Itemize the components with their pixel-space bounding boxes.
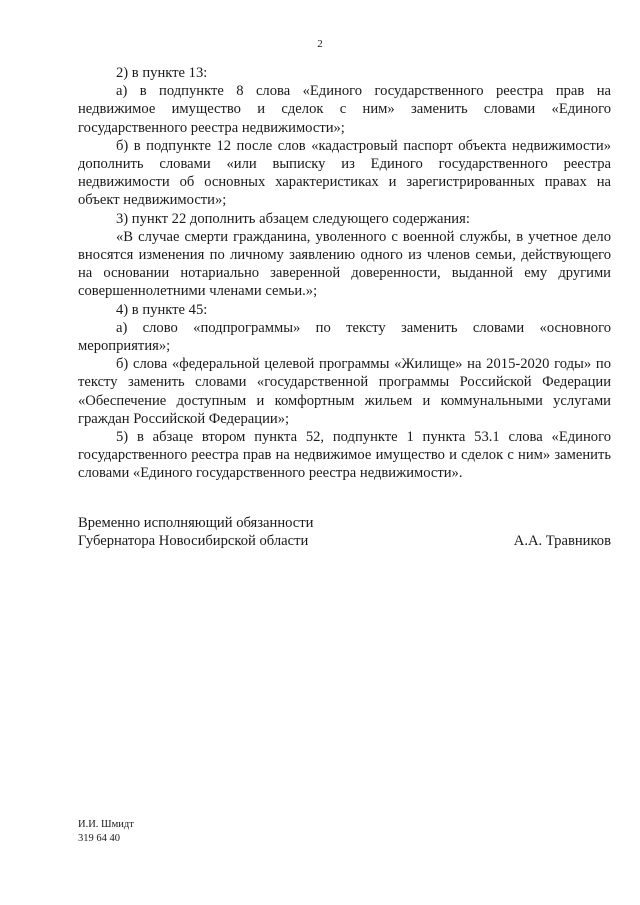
- signatory-name: А.А. Травников: [513, 533, 611, 550]
- executor-name: И.И. Шмидт: [78, 819, 134, 830]
- paragraph-subitem-2a: а) в подпункте 8 слова «Единого государственного реестра прав на недвижимое имущество и сделок с ним» заменить словами «Единого государственного реестра недвижимости»;: [78, 83, 611, 136]
- paragraph-subitem-2b: б) в подпункте 12 после слов «кадастровый паспорт объекта недвижимости» дополнить словами «или выписку из Единого государственного реестра недвижимости об основных характеристиках и зарегистрированных правах на объект недвижимости»;: [78, 137, 611, 209]
- signatory-position-line1: Временно исполняющий обязанности: [78, 515, 314, 531]
- page-number: 2: [317, 38, 323, 50]
- executor-phone: 319 64 40: [78, 832, 120, 844]
- paragraph-item-5: 5) в абзаце втором пункта 52, подпункте 1 пункта 53.1 слова «Единого государственного реестра прав на недвижимое имущество и сделок с ним» заменить словами «Единого государственного реестра недвижимости».: [78, 429, 611, 482]
- paragraph-item-4: 4) в пункте 45:: [116, 301, 208, 318]
- signatory-position-line2: Губернатора Новосибирской области: [78, 533, 309, 550]
- document-body: [78, 64, 611, 483]
- paragraph-subitem-4b: б) слова «федеральной целевой программы «Жилище» на 2015-2020 годы» по тексту заменить словами «государственной программы Российской Федерации «Обеспечение доступным и комфортным жильем и коммунальными услугами граждан Российской Федерации»;: [78, 356, 611, 427]
- paragraph-subitem-4a: а) слово «подпрограммы» по тексту заменить словами «основного мероприятия»;: [78, 319, 611, 355]
- paragraph-item-2: 2) в пункте 13:: [116, 65, 208, 81]
- executor-block: [78, 818, 134, 845]
- paragraph-item-3: 3) пункт 22 дополнить абзацем следующего содержания:: [116, 210, 470, 227]
- signature-block: [78, 514, 611, 551]
- signature-line: [78, 532, 611, 550]
- paragraph-quote: «В случае смерти гражданина, уволенного с военной службы, в учетное дело вносятся изменения по личному заявлению одного из членов семьи, действующего на основании нотариально заверенной доверенности, выданной ему другими совершеннолетними членами семьи.»;: [78, 228, 611, 300]
